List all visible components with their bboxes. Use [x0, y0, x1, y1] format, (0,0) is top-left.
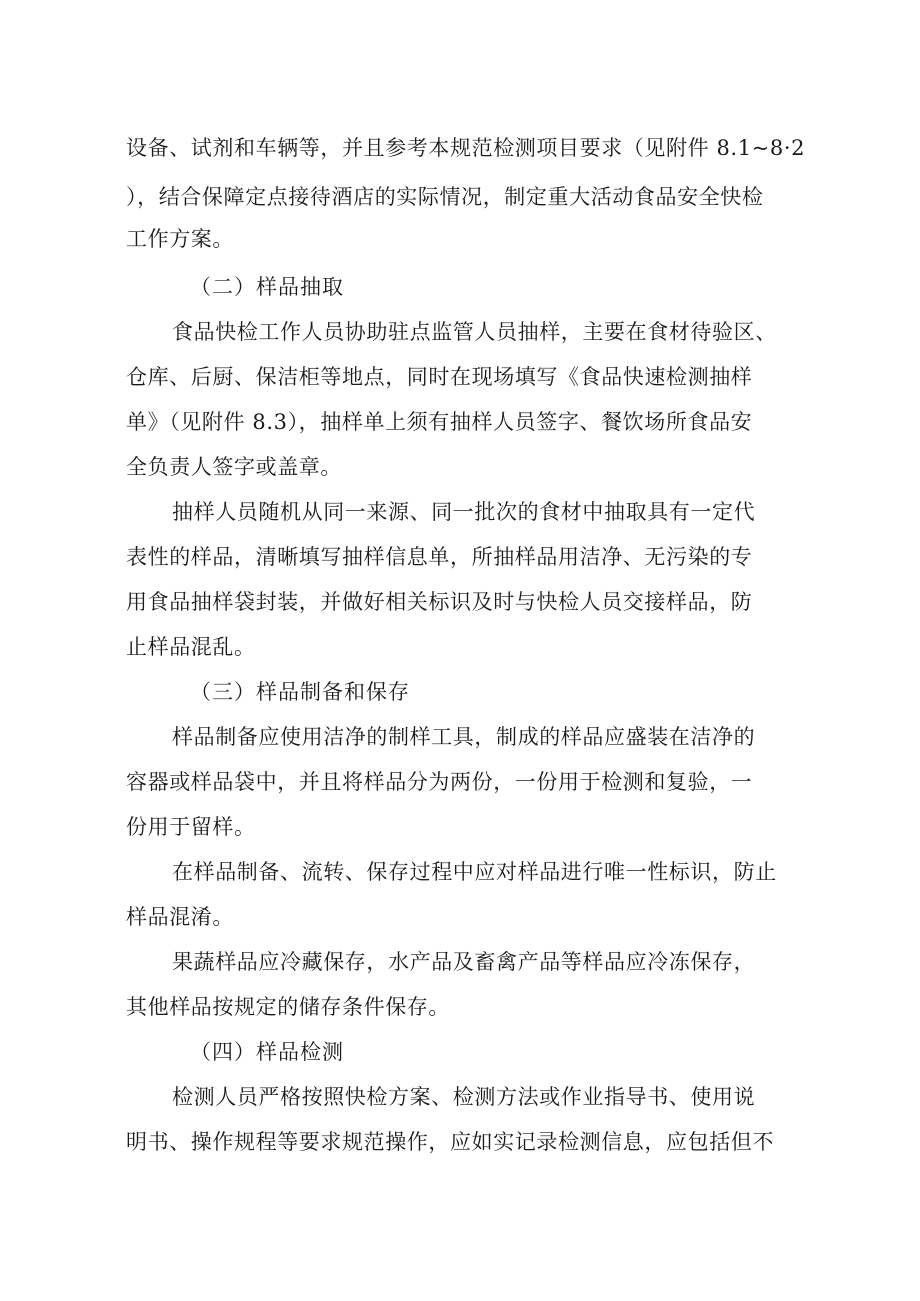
section-heading-sample-testing: （四）样品检测: [190, 1040, 344, 1064]
paragraph-line: 明书、操作规程等要求规范操作，应如实记录检测信息，应包括但不: [126, 1130, 774, 1154]
paragraph-line: 仓库、后厨、保洁柜等地点，同时在现场填写《食品快速检测抽样: [126, 365, 753, 389]
paragraph-line: 在样品制备、流转、保存过程中应对样品进行唯一性标识，防止: [172, 860, 777, 884]
paragraph-line: 设备、试剂和车辆等，并且参考本规范检测项目要求（见附件 8.1~8·2: [126, 136, 806, 160]
paragraph-line: 容器或样品袋中，并且将样品分为两份，一份用于检测和复验，一: [126, 770, 753, 794]
section-heading-sample-collection: （二）样品抽取: [190, 275, 344, 299]
paragraph-line: 份用于留样。: [126, 815, 256, 839]
paragraph-line: 食品快检工作人员协助驻点监管人员抽样，主要在食材待验区、: [172, 320, 777, 344]
section-heading-sample-preparation: （三）样品制备和保存: [190, 680, 410, 704]
paragraph-line: 样品制备应使用洁净的制样工具，制成的样品应盛装在洁净的: [172, 725, 756, 749]
paragraph-line: 用食品抽样袋封装，并做好相关标识及时与快检人员交接样品，防: [126, 590, 753, 614]
paragraph-line: 表性的样品，清晰填写抽样信息单，所抽样品用洁净、无污染的专: [126, 545, 753, 569]
paragraph-line: 工作方案。: [126, 227, 234, 251]
paragraph-line: 检测人员严格按照快检方案、检测方法或作业指导书、使用说: [172, 1085, 756, 1109]
paragraph-line: 全负责人签字或盖章。: [126, 455, 342, 479]
paragraph-line: 样品混淆。: [126, 905, 234, 929]
paragraph-line: 抽样人员随机从同一来源、同一批次的食材中抽取具有一定代: [172, 500, 756, 524]
paragraph-line: 果蔬样品应冷藏保存，水产品及畜禽产品等样品应冷冻保存，: [172, 950, 756, 974]
paragraph-line: ），结合保障定点接待酒店的实际情况，制定重大活动食品安全快检: [126, 185, 764, 209]
paragraph-line: 止样品混乱。: [126, 635, 256, 659]
paragraph-line: 单》（见附件 8.3），抽样单上须有抽样人员签字、餐饮场所食品安: [126, 410, 753, 434]
paragraph-line: 其他样品按规定的储存条件保存。: [126, 995, 450, 1019]
